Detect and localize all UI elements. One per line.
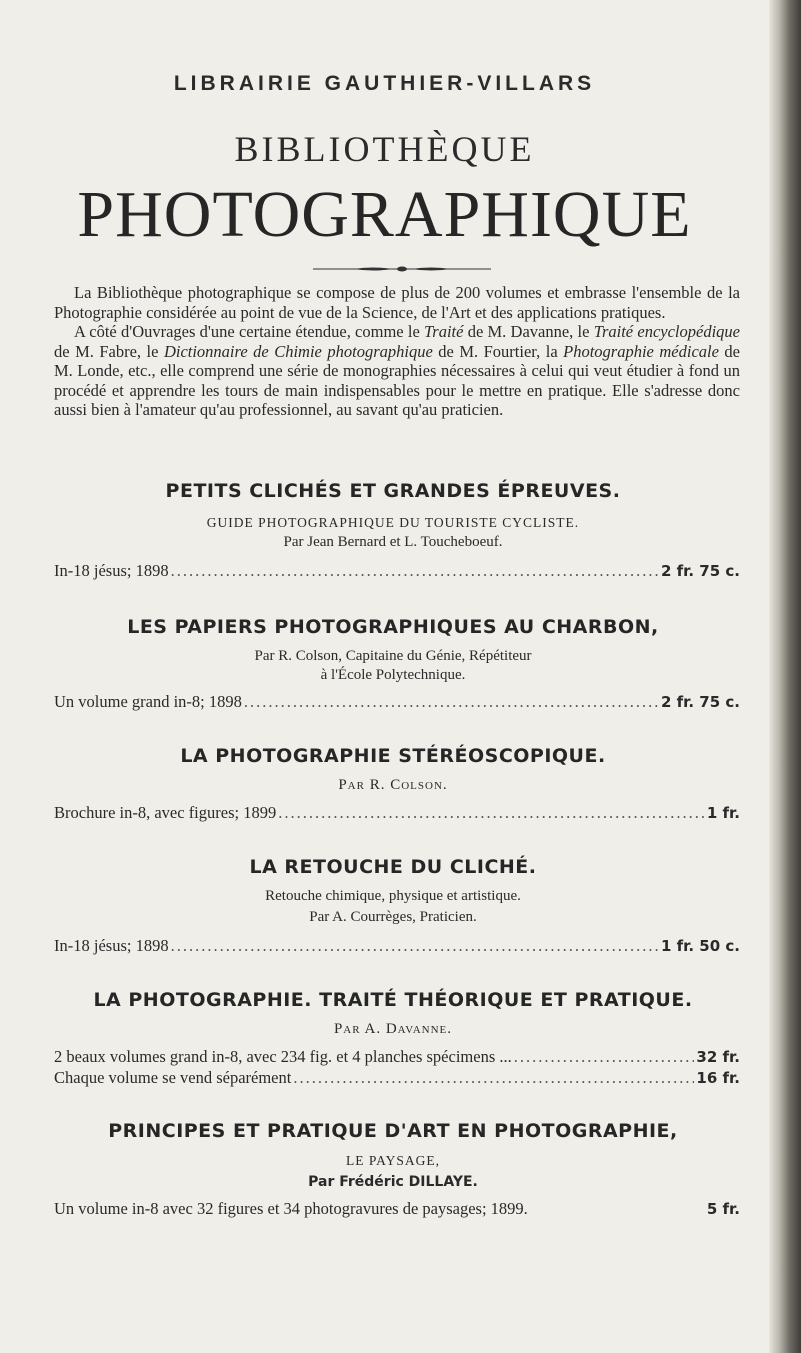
book-entry — [54, 561, 740, 581]
book-entry — [54, 1199, 740, 1219]
book-subtitle: LE PAYSAGE, — [345, 1153, 441, 1168]
book-format: Chaque volume se vend séparément — [54, 1068, 292, 1087]
book-title: LA PHOTOGRAPHIE STÉRÉOSCOPIQUE. — [180, 745, 606, 767]
leader-dots — [278, 803, 705, 823]
book-entry — [54, 1047, 740, 1067]
book-author: Par A. Courrèges, Praticien. — [309, 909, 477, 925]
leader-dots — [244, 692, 659, 712]
book-format: Un volume grand in-8; 1898 — [54, 692, 242, 711]
book-entry — [54, 936, 740, 956]
book-author: Par Frédéric DILLAYE. — [308, 1174, 478, 1190]
book-price: 2 fr. 75 c. — [660, 693, 740, 711]
series-title-line1: BIBLIOTHÈQUE — [234, 129, 535, 169]
book-author-detail: à l'École Polytechnique. — [320, 667, 466, 683]
book-title: LES PAPIERS PHOTOGRAPHIQUES AU CHARBON, — [127, 616, 659, 638]
book-title: PETITS CLICHÉS ET GRANDES ÉPREUVES. — [165, 480, 621, 502]
book-price: 5 fr. — [706, 1200, 740, 1218]
book-format: In-18 jésus; 1898 — [54, 561, 169, 580]
intro-paragraph-2: A côté d'Ouvrages d'une certaine étendue, comme le Traité de M. Davanne, le Traité encyclopédique de M. Fabre, le Dictionnaire de Chimie photographique de M. Fourtier, la Photographie médicale de M. Londe, etc., elle comprend une série de monographies nécessaires à celui qui veut étudier à fond un procédé et apprendre les tours de main indispensables pour le mettre en pratique. Elle s'adresse donc aussi bien à l'amateur qu'au professionnel, au savant qu'au praticien. — [54, 322, 741, 419]
book-entry-secondary — [54, 1068, 740, 1088]
intro-paragraph-1: La Bibliothèque photographique se compose de plus de 200 volumes et embrasse l'ensemble de la Photographie considérée au point de vue de la Science, de l'Art et des applications pratiques. — [54, 283, 740, 322]
intro-text — [54, 283, 740, 420]
book-title: PRINCIPES ET PRATIQUE D'ART EN PHOTOGRAPHIE, — [108, 1120, 678, 1142]
book-entry — [54, 803, 740, 823]
book-author: Par R. Colson. — [338, 777, 448, 793]
leader-dots — [171, 936, 659, 956]
book-author: Par Jean Bernard et L. Toucheboeuf. — [283, 534, 503, 550]
book-price: 1 fr. 50 c. — [660, 937, 740, 955]
book-title: LA PHOTOGRAPHIE. TRAITÉ THÉORIQUE ET PRATIQUE. — [93, 989, 693, 1011]
leader-dots — [171, 561, 659, 581]
leader-dots — [293, 1068, 694, 1088]
book-spine-edge — [769, 0, 801, 1353]
book-price: 16 fr. — [696, 1069, 740, 1087]
publisher-header: LIBRAIRIE GAUTHIER-VILLARS — [173, 72, 596, 95]
book-author: Par A. Davanne. — [333, 1021, 453, 1037]
ornamental-rule — [313, 266, 491, 272]
book-title: LA RETOUCHE DU CLICHÉ. — [249, 856, 537, 878]
book-format: Un volume in-8 avec 32 figures et 34 photogravures de paysages; 1899. — [54, 1199, 528, 1218]
book-subtitle: GUIDE PHOTOGRAPHIQUE DU TOURISTE CYCLISTE. — [206, 515, 580, 530]
book-author: Par R. Colson, Capitaine du Génie, Répétiteur — [254, 648, 532, 664]
book-format: In-18 jésus; 1898 — [54, 936, 169, 955]
book-entry — [54, 692, 740, 712]
book-price: 32 fr. — [696, 1048, 740, 1066]
book-format: 2 beaux volumes grand in-8, avec 234 fig. et 4 planches spécimens ... — [54, 1047, 512, 1066]
book-format: Brochure in-8, avec figures; 1899 — [54, 803, 277, 822]
book-price: 2 fr. 75 c. — [660, 562, 740, 580]
book-subtitle: Retouche chimique, physique et artistique. — [265, 888, 521, 904]
book-price: 1 fr. — [706, 804, 740, 822]
leader-dots — [514, 1047, 695, 1067]
series-title-line2: PHOTOGRAPHIQUE — [77, 178, 692, 251]
